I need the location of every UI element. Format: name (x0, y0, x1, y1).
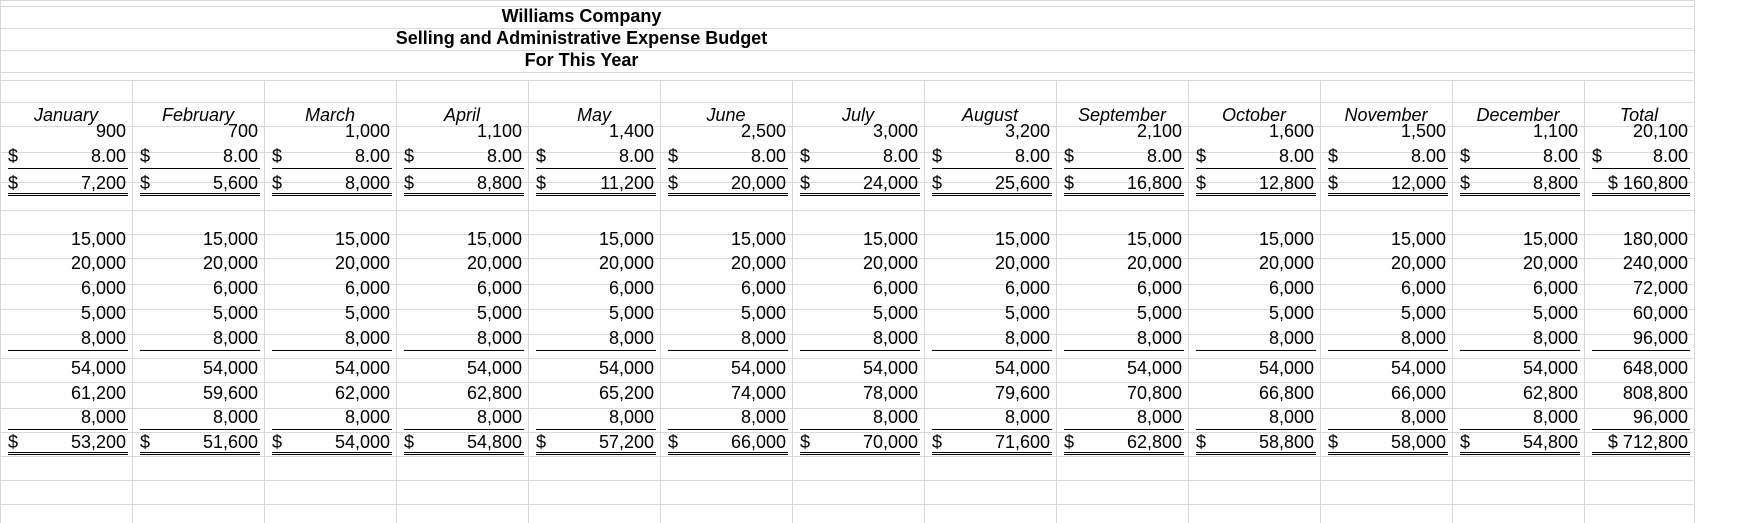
cell-fixed-5[interactable]: 8,000 (140, 326, 260, 351)
cell-fixed-total[interactable]: 54,000 (334, 358, 390, 378)
cell-rate[interactable]: 8.00 (140, 144, 260, 169)
cell-variable[interactable]: $ 160,800 (1592, 171, 1690, 196)
cell-fixed-5[interactable]: 8,000 (404, 326, 524, 351)
cell-variable[interactable]: 11,200 (536, 171, 656, 196)
cell-depreciation[interactable]: 8,000 (668, 405, 788, 430)
cell-total[interactable]: 62,000 (334, 383, 390, 403)
cell-fixed-3[interactable]: 6,000 (476, 278, 522, 298)
cell-fixed-5[interactable]: 8,000 (1064, 326, 1184, 351)
cell-fixed-2[interactable]: 20,000 (862, 253, 918, 273)
cell-total[interactable]: 78,000 (862, 383, 918, 403)
cell-fixed-1[interactable]: 15,000 (202, 229, 258, 249)
currency-symbol: $ (1592, 146, 1603, 166)
cell-fixed-5[interactable]: 8,000 (8, 326, 128, 351)
column-header: November (1344, 105, 1428, 125)
cell-rate[interactable]: 8.00 (1064, 144, 1184, 169)
cell-units[interactable]: 1,000 (344, 121, 390, 141)
grid-column-line (1320, 80, 1321, 523)
cell-fixed-5[interactable]: 8,000 (1328, 326, 1448, 351)
cell-depreciation[interactable]: 8,000 (1328, 405, 1448, 430)
cell-total[interactable]: 808,800 (1622, 383, 1688, 403)
currency-symbol: $ (932, 432, 943, 452)
cell-fixed-total[interactable]: 54,000 (1126, 358, 1182, 378)
company-name: Williams Company (501, 6, 662, 26)
cell-variable[interactable]: 8,000 (272, 171, 392, 196)
cell-fixed-2[interactable]: 20,000 (1126, 253, 1182, 273)
grid-column-line (0, 0, 1, 523)
cell-fixed-2[interactable]: 20,000 (202, 253, 258, 273)
cell-fixed-4[interactable]: 5,000 (1268, 303, 1314, 323)
cell-fixed-2[interactable]: 20,000 (466, 253, 522, 273)
cell-fixed-3[interactable]: 6,000 (1268, 278, 1314, 298)
grid-column-line (1452, 80, 1453, 523)
cell-fixed-total[interactable]: 54,000 (1258, 358, 1314, 378)
currency-symbol: $ (1328, 173, 1339, 193)
cell-total[interactable]: 74,000 (730, 383, 786, 403)
cell-fixed-3[interactable]: 6,000 (80, 278, 126, 298)
cell-fixed-5[interactable]: 8,000 (800, 326, 920, 351)
cell-units[interactable]: 1,100 (1532, 121, 1578, 141)
cell-total[interactable]: 62,800 (466, 383, 522, 403)
cell-fixed-3[interactable]: 6,000 (872, 278, 918, 298)
cell-cash[interactable]: 58,000 (1328, 430, 1448, 455)
budget-title: Selling and Administrative Expense Budget (395, 28, 768, 48)
cell-fixed-3[interactable]: 6,000 (1004, 278, 1050, 298)
cell-rate[interactable]: 8.00 (272, 144, 392, 169)
currency-symbol: $ (1064, 173, 1075, 193)
cell-variable[interactable]: 7,200 (8, 171, 128, 196)
currency-symbol: $ (140, 146, 151, 166)
grid-column-line (924, 80, 925, 523)
cell-fixed-total[interactable]: 54,000 (466, 358, 522, 378)
cell-fixed-total[interactable]: 54,000 (730, 358, 786, 378)
currency-symbol: $ (140, 173, 151, 193)
column-header: December (1476, 105, 1560, 125)
cell-cash[interactable]: 70,000 (800, 430, 920, 455)
cell-rate[interactable]: 8.00 (404, 144, 524, 169)
cell-depreciation[interactable]: 96,000 (1592, 405, 1690, 430)
grid-column-line (1584, 80, 1585, 523)
cell-fixed-total[interactable]: 54,000 (994, 358, 1050, 378)
cell-fixed-total[interactable]: 54,000 (70, 358, 126, 378)
cell-units[interactable]: 900 (95, 121, 126, 141)
cell-total[interactable]: 66,800 (1258, 383, 1314, 403)
cell-rate[interactable]: 8.00 (1592, 144, 1690, 169)
currency-symbol: $ (404, 146, 415, 166)
cell-cash[interactable]: 54,000 (272, 430, 392, 455)
cell-units[interactable]: 1,100 (476, 121, 522, 141)
cell-rate[interactable]: 8.00 (1460, 144, 1580, 169)
cell-fixed-2[interactable]: 20,000 (730, 253, 786, 273)
cell-rate[interactable]: 8.00 (8, 144, 128, 169)
grid-row-line (0, 72, 1694, 73)
cell-depreciation[interactable]: 8,000 (1196, 405, 1316, 430)
cell-fixed-1[interactable]: 15,000 (334, 229, 390, 249)
cell-fixed-5[interactable]: 8,000 (536, 326, 656, 351)
cell-fixed-1[interactable]: 15,000 (598, 229, 654, 249)
cell-fixed-3[interactable]: 6,000 (1532, 278, 1578, 298)
currency-symbol: $ (1196, 173, 1207, 193)
grid-row-line (0, 210, 1694, 211)
currency-symbol: $ (932, 146, 943, 166)
currency-symbol: $ (404, 173, 415, 193)
cell-cash[interactable]: 58,800 (1196, 430, 1316, 455)
cell-total[interactable]: 79,600 (994, 383, 1050, 403)
cell-variable[interactable]: 12,800 (1196, 171, 1316, 196)
cell-variable[interactable]: 24,000 (800, 171, 920, 196)
grid-column-line (528, 80, 529, 523)
cell-fixed-1[interactable]: 15,000 (1522, 229, 1578, 249)
currency-symbol: $ (8, 432, 19, 452)
cell-fixed-4[interactable]: 5,000 (212, 303, 258, 323)
cell-total[interactable]: 59,600 (202, 383, 258, 403)
grid-column-line (792, 80, 793, 523)
currency-symbol: $ (272, 146, 283, 166)
cell-units[interactable]: 1,400 (608, 121, 654, 141)
column-header: June (706, 105, 746, 125)
cell-fixed-1[interactable]: 15,000 (70, 229, 126, 249)
cell-fixed-1[interactable]: 15,000 (730, 229, 786, 249)
cell-fixed-total[interactable]: 54,000 (1522, 358, 1578, 378)
cell-depreciation[interactable]: 8,000 (536, 405, 656, 430)
cell-fixed-5[interactable]: 8,000 (272, 326, 392, 351)
currency-symbol: $ (8, 173, 19, 193)
cell-variable[interactable]: 5,600 (140, 171, 260, 196)
cell-fixed-3[interactable]: 72,000 (1632, 278, 1688, 298)
cell-total[interactable]: 62,800 (1522, 383, 1578, 403)
currency-symbol: $ (932, 173, 943, 193)
column-header: January (33, 105, 99, 125)
cell-rate[interactable]: 8.00 (668, 144, 788, 169)
cell-fixed-2[interactable]: 20,000 (1258, 253, 1314, 273)
cell-fixed-total[interactable]: 54,000 (202, 358, 258, 378)
grid-row-line (0, 504, 1694, 505)
grid-column-line (264, 80, 265, 523)
currency-symbol: $ (1328, 432, 1339, 452)
grid-column-line (1056, 80, 1057, 523)
cell-units[interactable]: 3,200 (1004, 121, 1050, 141)
cell-depreciation[interactable]: 8,000 (1460, 405, 1580, 430)
grid-row-line (0, 456, 1694, 457)
cell-fixed-4[interactable]: 5,000 (1532, 303, 1578, 323)
cell-fixed-total[interactable]: 54,000 (598, 358, 654, 378)
cell-variable[interactable]: 20,000 (668, 171, 788, 196)
cell-units[interactable]: 2,100 (1136, 121, 1182, 141)
cell-depreciation[interactable]: 8,000 (932, 405, 1052, 430)
cell-fixed-4[interactable]: 5,000 (476, 303, 522, 323)
currency-symbol: $ (536, 432, 547, 452)
cell-units[interactable]: 3,000 (872, 121, 918, 141)
cell-units[interactable]: 2,500 (740, 121, 786, 141)
cell-fixed-4[interactable]: 5,000 (344, 303, 390, 323)
cell-fixed-5[interactable]: 8,000 (668, 326, 788, 351)
cell-fixed-4[interactable]: 5,000 (740, 303, 786, 323)
column-header: February (161, 105, 235, 125)
currency-symbol: $ (800, 146, 811, 166)
cell-fixed-4[interactable]: 5,000 (1400, 303, 1446, 323)
cell-cash[interactable]: $ 712,800 (1592, 430, 1690, 455)
cell-fixed-1[interactable]: 15,000 (994, 229, 1050, 249)
currency-symbol: $ (1196, 146, 1207, 166)
currency-symbol: $ (536, 173, 547, 193)
cell-fixed-3[interactable]: 6,000 (608, 278, 654, 298)
currency-symbol: $ (1460, 146, 1471, 166)
cell-variable[interactable]: 25,600 (932, 171, 1052, 196)
cell-depreciation[interactable]: 8,000 (140, 405, 260, 430)
cell-units[interactable]: 20,100 (1632, 121, 1688, 141)
currency-symbol: $ (272, 173, 283, 193)
budget-period: For This Year (524, 50, 639, 70)
currency-symbol: $ (800, 173, 811, 193)
cell-fixed-4[interactable]: 5,000 (1136, 303, 1182, 323)
cell-rate[interactable]: 8.00 (1196, 144, 1316, 169)
cell-depreciation[interactable]: 8,000 (1064, 405, 1184, 430)
cell-fixed-2[interactable]: 20,000 (334, 253, 390, 273)
currency-symbol: $ (272, 432, 283, 452)
cell-fixed-1[interactable]: 15,000 (1258, 229, 1314, 249)
cell-fixed-1[interactable]: 15,000 (466, 229, 522, 249)
currency-symbol: $ (668, 432, 679, 452)
cell-fixed-1[interactable]: 15,000 (862, 229, 918, 249)
currency-symbol: $ (800, 432, 811, 452)
cell-fixed-total[interactable]: 648,000 (1622, 358, 1688, 378)
cell-depreciation[interactable]: 8,000 (8, 405, 128, 430)
cell-fixed-3[interactable]: 6,000 (1136, 278, 1182, 298)
cell-cash[interactable]: 54,800 (404, 430, 524, 455)
grid-column-line (396, 80, 397, 523)
cell-fixed-1[interactable]: 15,000 (1390, 229, 1446, 249)
column-header: Total (1619, 105, 1659, 125)
cell-depreciation[interactable]: 8,000 (800, 405, 920, 430)
cell-fixed-3[interactable]: 6,000 (344, 278, 390, 298)
cell-fixed-3[interactable]: 6,000 (212, 278, 258, 298)
cell-depreciation[interactable]: 8,000 (272, 405, 392, 430)
grid-row-line (0, 0, 1694, 1)
grid-row-line (0, 80, 1694, 81)
currency-symbol: $ (404, 432, 415, 452)
cell-cash[interactable]: 51,600 (140, 430, 260, 455)
grid-column-line (132, 80, 133, 523)
currency-symbol: $ (1196, 432, 1207, 452)
cell-cash[interactable]: 53,200 (8, 430, 128, 455)
column-header: August (961, 105, 1019, 125)
cell-rate[interactable]: 8.00 (536, 144, 656, 169)
currency-symbol: $ (1064, 432, 1075, 452)
cell-variable[interactable]: 16,800 (1064, 171, 1184, 196)
currency-symbol: $ (668, 173, 679, 193)
cell-fixed-5[interactable]: 8,000 (1460, 326, 1580, 351)
column-header: March (304, 105, 355, 125)
cell-cash[interactable]: 57,200 (536, 430, 656, 455)
cell-total[interactable]: 65,200 (598, 383, 654, 403)
cell-total[interactable]: 66,000 (1390, 383, 1446, 403)
currency-symbol: $ (536, 146, 547, 166)
cell-fixed-3[interactable]: 6,000 (740, 278, 786, 298)
column-header: May (576, 105, 611, 125)
cell-rate[interactable]: 8.00 (1328, 144, 1448, 169)
cell-cash[interactable]: 54,800 (1460, 430, 1580, 455)
currency-symbol: $ (1460, 432, 1471, 452)
cell-fixed-5[interactable]: 8,000 (932, 326, 1052, 351)
cell-fixed-5[interactable]: 96,000 (1592, 326, 1690, 351)
cell-cash[interactable]: 62,800 (1064, 430, 1184, 455)
cell-rate[interactable]: 8.00 (932, 144, 1052, 169)
column-header: September (1077, 105, 1167, 125)
cell-fixed-1[interactable]: 180,000 (1622, 229, 1688, 249)
grid-row-line (0, 480, 1694, 481)
grid-row-line (0, 102, 1694, 103)
cell-fixed-2[interactable]: 20,000 (598, 253, 654, 273)
cell-units[interactable]: 1,500 (1400, 121, 1446, 141)
cell-fixed-2[interactable]: 20,000 (70, 253, 126, 273)
currency-symbol: $ (140, 432, 151, 452)
cell-fixed-2[interactable]: 20,000 (1390, 253, 1446, 273)
column-header: July (841, 105, 874, 125)
cell-fixed-2[interactable]: 240,000 (1622, 253, 1688, 273)
cell-variable[interactable]: 12,000 (1328, 171, 1448, 196)
cell-fixed-total[interactable]: 54,000 (1390, 358, 1446, 378)
cell-variable[interactable]: 8,800 (404, 171, 524, 196)
cell-fixed-4[interactable]: 5,000 (872, 303, 918, 323)
grid-column-line (1694, 0, 1695, 523)
cell-fixed-5[interactable]: 8,000 (1196, 326, 1316, 351)
currency-symbol: $ (8, 146, 19, 166)
grid-column-line (660, 80, 661, 523)
cell-fixed-total[interactable]: 54,000 (862, 358, 918, 378)
cell-fixed-4[interactable]: 5,000 (80, 303, 126, 323)
cell-cash[interactable]: 71,600 (932, 430, 1052, 455)
cell-units[interactable]: 700 (227, 121, 258, 141)
cell-variable[interactable]: 8,800 (1460, 171, 1580, 196)
column-header: October (1221, 105, 1287, 125)
cell-fixed-4[interactable]: 5,000 (1004, 303, 1050, 323)
cell-fixed-4[interactable]: 5,000 (608, 303, 654, 323)
cell-rate[interactable]: 8.00 (800, 144, 920, 169)
cell-fixed-4[interactable]: 60,000 (1632, 303, 1688, 323)
grid-column-line (1188, 80, 1189, 523)
cell-total[interactable]: 61,200 (70, 383, 126, 403)
cell-total[interactable]: 70,800 (1126, 383, 1182, 403)
currency-symbol: $ (1328, 146, 1339, 166)
cell-units[interactable]: 1,600 (1268, 121, 1314, 141)
currency-symbol: $ (668, 146, 679, 166)
cell-fixed-2[interactable]: 20,000 (1522, 253, 1578, 273)
cell-fixed-1[interactable]: 15,000 (1126, 229, 1182, 249)
cell-fixed-2[interactable]: 20,000 (994, 253, 1050, 273)
currency-symbol: $ (1064, 146, 1075, 166)
currency-symbol: $ (1460, 173, 1471, 193)
cell-cash[interactable]: 66,000 (668, 430, 788, 455)
cell-fixed-3[interactable]: 6,000 (1400, 278, 1446, 298)
column-header: April (443, 105, 480, 125)
cell-depreciation[interactable]: 8,000 (404, 405, 524, 430)
